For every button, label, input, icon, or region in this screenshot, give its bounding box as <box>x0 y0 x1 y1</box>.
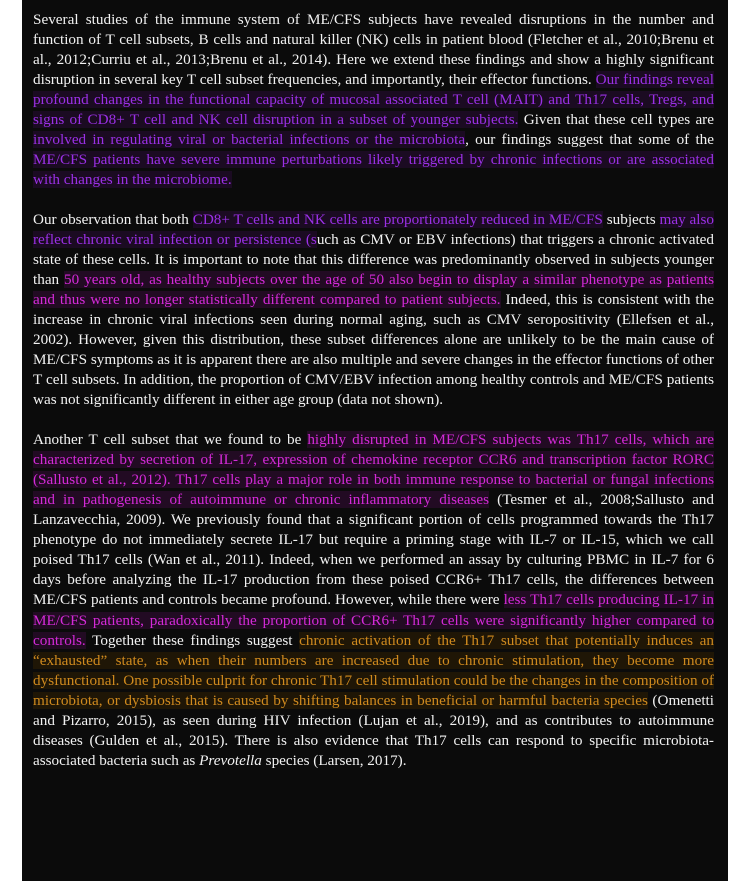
species-name: Prevotella <box>199 751 262 769</box>
paragraph-3 <box>33 430 714 771</box>
text-segment: Several studies of the immune system of ME/CFS subjects have revealed disruptions in the number and function of T cell subsets, B cells and natural killer (NK) cells in patient blood (Fletcher et al., 2010;Brenu et al., 2012;Curriu et al., 2013;Brenu et al., 2014). Here we extend these findings and show a highly significant disruption in several key T cell subset frequencies, and importantly, their effector functions. <box>33 11 714 89</box>
paragraph-1 <box>33 10 714 190</box>
paragraph-2 <box>33 210 714 410</box>
text-segment: subjects <box>602 211 660 229</box>
text-segment: Our observation that both <box>33 211 193 229</box>
text-segment: Given that these cell types are <box>518 111 714 129</box>
highlighted-segment: less Th17 cells producing IL-17 in ME/CFS patients, paradoxically the proportion of CCR6+ Th17 cells were significantly higher compared to controls. <box>33 591 715 649</box>
text-segment: (Tesmer et al., 2008;Sallusto and Lanzavecchia, 2009). We previously found that a significant portion of cells programmed towards the Th17 phenotype do not immediately secrete IL-17 but require a priming stage with IL-7 or IL-15, which we call poised Th17 cells (Wan et al., 2011). Indeed, when we performed an assay by culturing PBMC in IL-7 for 6 days before analyzing the IL-17 production from these poised CCR6+ Th17 cells, the differences between ME/CFS patients and controls became profound. However, while there were <box>33 491 714 609</box>
highlighted-segment: CD8+ T cells and NK cells are proportionately reduced in ME/CFS <box>192 211 603 229</box>
highlighted-segment: chronic activation of the Th17 subset that potentially induces an “exhausted” state, as when their numbers are increased due to chronic stimulation, they become more dysfunctional. One possible culprit for chronic Th17 cell stimulation could be the changes in the composition of microbiota, or dysbiosis that is caused by shifting balances in beneficial or harmful bacteria species <box>33 631 714 709</box>
text-segment: , our findings suggest that some of the <box>465 131 714 149</box>
document-body <box>33 10 714 771</box>
highlighted-segment: highly disrupted in ME/CFS subjects was Th17 cells, which are characterized by secretion of IL-17, expression of chemokine receptor CCR6 and transcription factor RORC (Sallusto et al., 2012). Th17 cells play a major role in both immune response to bacterial or fungal infections and in pathogenesis of autoimmune or chronic inflammatory diseases <box>33 431 714 509</box>
highlighted-segment: Our findings reveal profound changes in the functional capacity of mucosal associated T cell (MAIT) and Th17 cells, Tregs, and signs of CD8+ T cell and NK cell disruption in a subset of younger subjects. <box>33 71 714 129</box>
document-page <box>22 0 728 881</box>
text-segment: Indeed, this is consistent with the increase in chronic viral infections seen during normal aging, such as CMV seropositivity (Ellefsen et al., 2002). However, given this distribution, these subset differences alone are unlikely to be the main cause of ME/CFS symptoms as it is apparent there are also multiple and severe changes in the effector functions of other T cell subsets. In addition, the proportion of CMV/EBV infection among healthy controls and ME/CFS patients was not significantly different in either age group (data not shown). <box>33 291 714 409</box>
highlighted-segment: 50 years old, as healthy subjects over the age of 50 also begin to display a similar phenotype as patients and thus were no longer statistically different compared to patient subjects. <box>33 271 715 309</box>
text-segment: species (Larsen, 2017). <box>261 751 407 769</box>
highlighted-segment: ME/CFS patients have severe immune perturbations likely triggered by chronic infections or are associated with changes in the microbiome. <box>33 151 714 189</box>
text-segment: Another T cell subset that we found to be <box>33 431 308 449</box>
text-segment: uch as CMV or EBV infections) that triggers a chronic activated state of these cells. It is important to note that this difference was predominantly observed in subjects younger than <box>33 231 714 289</box>
highlighted-segment: involved in regulating viral or bacterial infections or the microbiota <box>33 131 466 149</box>
text-segment: (Omenetti and Pizarro, 2015), as seen during HIV infection (Lujan et al., 2019), and as contributes to autoimmune diseases (Gulden et al., 2015). There is also evidence that Th17 cells can respond to specific microbiota-associated bacteria such as <box>33 691 714 769</box>
text-segment: Together these findings suggest <box>85 631 300 649</box>
highlighted-segment: may also reflect chronic viral infection or persistence (s <box>33 211 714 249</box>
